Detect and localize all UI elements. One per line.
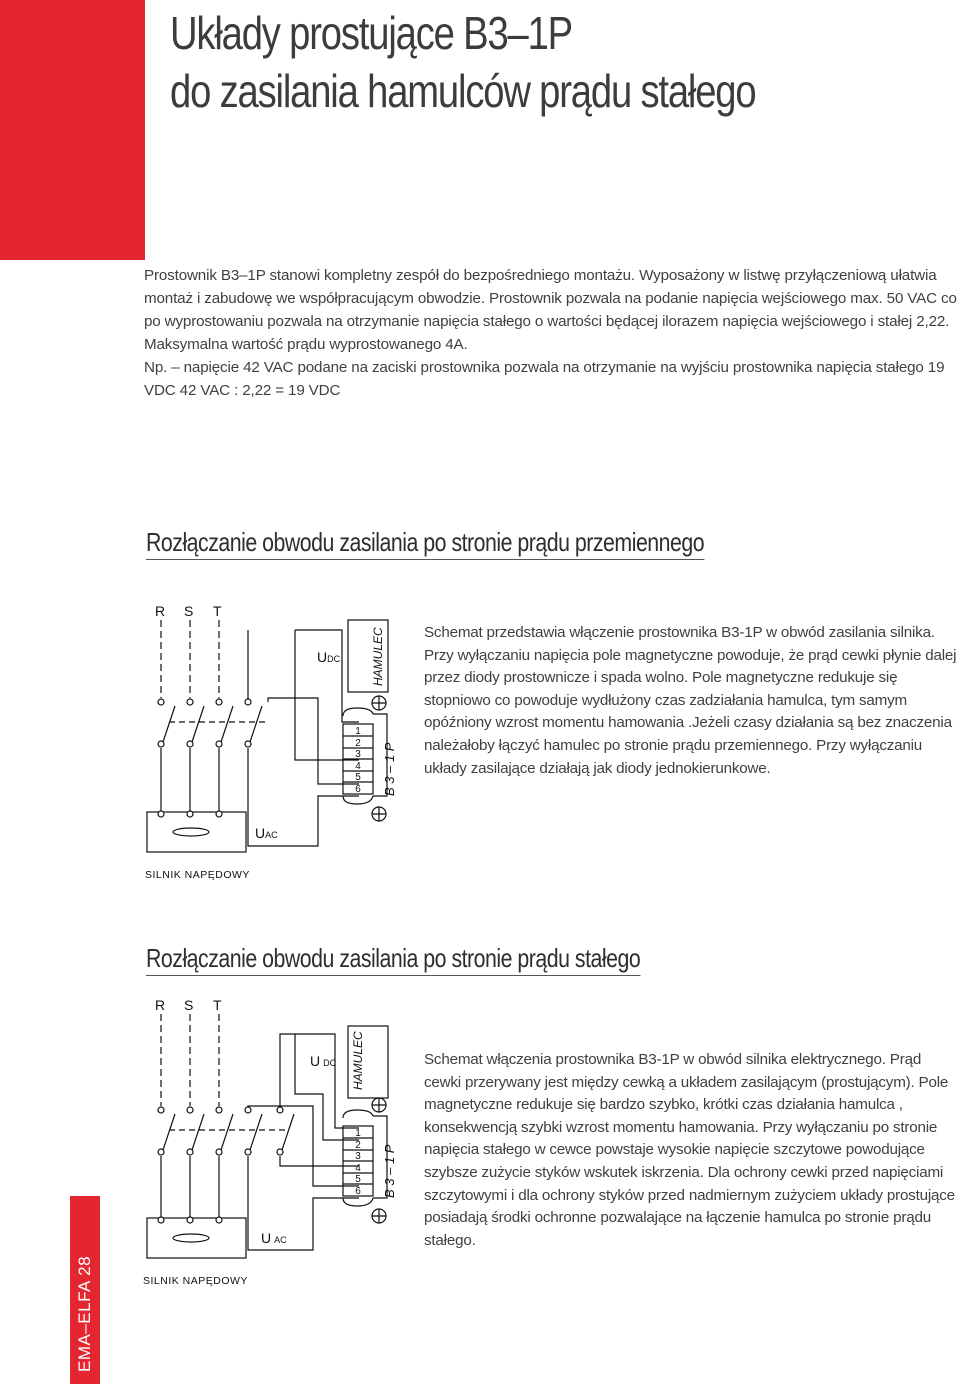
phase-wires-dashed [161,1014,219,1106]
phase-wires-dashed [161,620,219,698]
rectifier-label: B 3 – 1 P [382,742,397,796]
motor-box [147,812,246,852]
wiring-diagram-dc [135,990,410,1290]
svg-text:2: 2 [355,738,361,749]
uac-label: UAC [261,1230,287,1246]
uac-label: UAC [255,825,278,841]
footer-side-tab [70,1196,100,1384]
phase-label-r: R [155,997,166,1013]
motor-label: SILNIK NAPĘDOWY [145,869,250,881]
svg-text:6: 6 [355,784,361,795]
dc-wire-2 [295,1034,359,1140]
description-dc: Schemat włączenia prostownika B3-1P w obwód silnika elektrycznego. Prąd cewki przerywany jest między cewką a układem zasilającym (prostującym). Pole magnetyczne redukuje się bardzo szybko, krótki czas działania hamulca , konsekwencją szybki wzrost momentu hamowania. Przy wyłączaniu po stronie napięcia stałego w cewce powstaje wysokie napięcie szczytowe powodujące szybsze zużycie styków wskutek iskrzenia. Dla ochrony cewki przed napięciami szczytowymi i dla ochrony styków przed nadmiernym zużyciem układy prostujące posiadają środki ochronne pozwalające na łączenie hamulca po stronie prądu stałego. [424,1051,955,1249]
svg-text:2: 2 [355,1140,361,1151]
svg-text:1: 1 [355,1128,361,1139]
header-red-bar [0,0,145,260]
contactor-blades [163,706,262,742]
contactor-blades [163,1114,262,1150]
wiring-diagram-ac [135,596,410,886]
intro-text [144,264,959,402]
motor-label: SILNIK NAPĘDOWY [143,1275,248,1287]
phase-label-r: R [155,603,166,619]
contact-terminals [158,1107,283,1223]
title-line-1 [170,4,755,62]
intro-paragraph-2: Maksymalna wartość prądu wyprostowanego 4A. [144,336,468,353]
motor-winding [173,1234,209,1242]
svg-text:1: 1 [355,726,361,737]
svg-text:3: 3 [355,1151,361,1162]
dc-contact-blade [282,1114,294,1150]
section-heading-ac: Rozłączanie obwodu zasilania po stronie prądu przemiennego [146,525,704,560]
ac-wire-feed [248,1106,359,1186]
phase-label-t: T [213,603,222,619]
intro-paragraph-1: Prostownik B3–1P stanowi kompletny zespół do bezpośredniego montażu. Wyposażony w listwę przyłączeniową ułatwia montaż i zabudowę we współpracującym obwodzie. Prostownik pozwala na podanie napięcia wejściowego max. 50 VAC co po wyprostowaniu pozwala na otrzymanie napięcia stałego o wartości będącej ilorazem napięcia wejściowego i stałej 2,22. [144,267,957,330]
dc-wire-1 [295,630,359,722]
title-line-2: do zasilania hamulców prądu stałego [170,65,756,117]
intro-paragraph-3: Np. – napięcie 42 VAC podane na zaciski prostownika pozwala na otrzymanie na wyjściu prostownika napięcia stałego 19 VDC 42 VAC : 2,22 = 19 VDC [144,359,945,399]
terminal-numbers [355,1128,361,1197]
motor-winding [173,828,209,836]
terminal-numbers [355,726,361,795]
svg-text:3: 3 [355,749,361,760]
dc-wire-interrupted [280,1034,359,1128]
rectifier-label: B 3 – 1 P [382,1144,397,1198]
motor-wires [161,748,219,812]
svg-text:6: 6 [355,1186,361,1197]
brake-label: HAMULEC [371,627,385,686]
phase-label-t: T [213,997,222,1013]
footer-tab-label: EMA–ELFA 28 [75,1255,94,1372]
svg-text:4: 4 [355,1163,361,1174]
svg-text:5: 5 [355,772,361,783]
page-title [170,4,755,120]
svg-text:4: 4 [355,761,361,772]
description-ac: Schemat przedstawia włączenie prostownika B3-1P w obwód zasilania silnika. Przy wyłączaniu napięcia pole magnetyczne powoduje, że prąd cewki płynie dalej przez diody prostownicze i spada wolno. Pole magnetyczne redukuje się stopniowo co powoduje wydłużony czas zadziałania hamulca, tym samym opóźniony wzrost momentu hamowania .Jeżeli czasy działania są bez znaczenia należałoby łączyć hamulec po stronie prądu przemiennego. Przy wyłączaniu układy zasilające działają jak diody jednokierunkowe. [424,624,957,777]
udc-label: UDC [317,649,341,665]
title-model: B3–1P [463,7,572,59]
brake-label: HAMULEC [351,1031,365,1090]
motor-box [147,1218,246,1258]
phase-label-s: S [184,603,194,619]
udc-label: UDC [310,1053,337,1069]
section-heading-dc: Rozłączanie obwodu zasilania po stronie prądu stałego [146,941,640,976]
motor-wires [161,1156,219,1218]
phase-label-s: S [184,997,194,1013]
svg-text:5: 5 [355,1174,361,1185]
title-prefix: Układy prostujące [170,7,464,59]
